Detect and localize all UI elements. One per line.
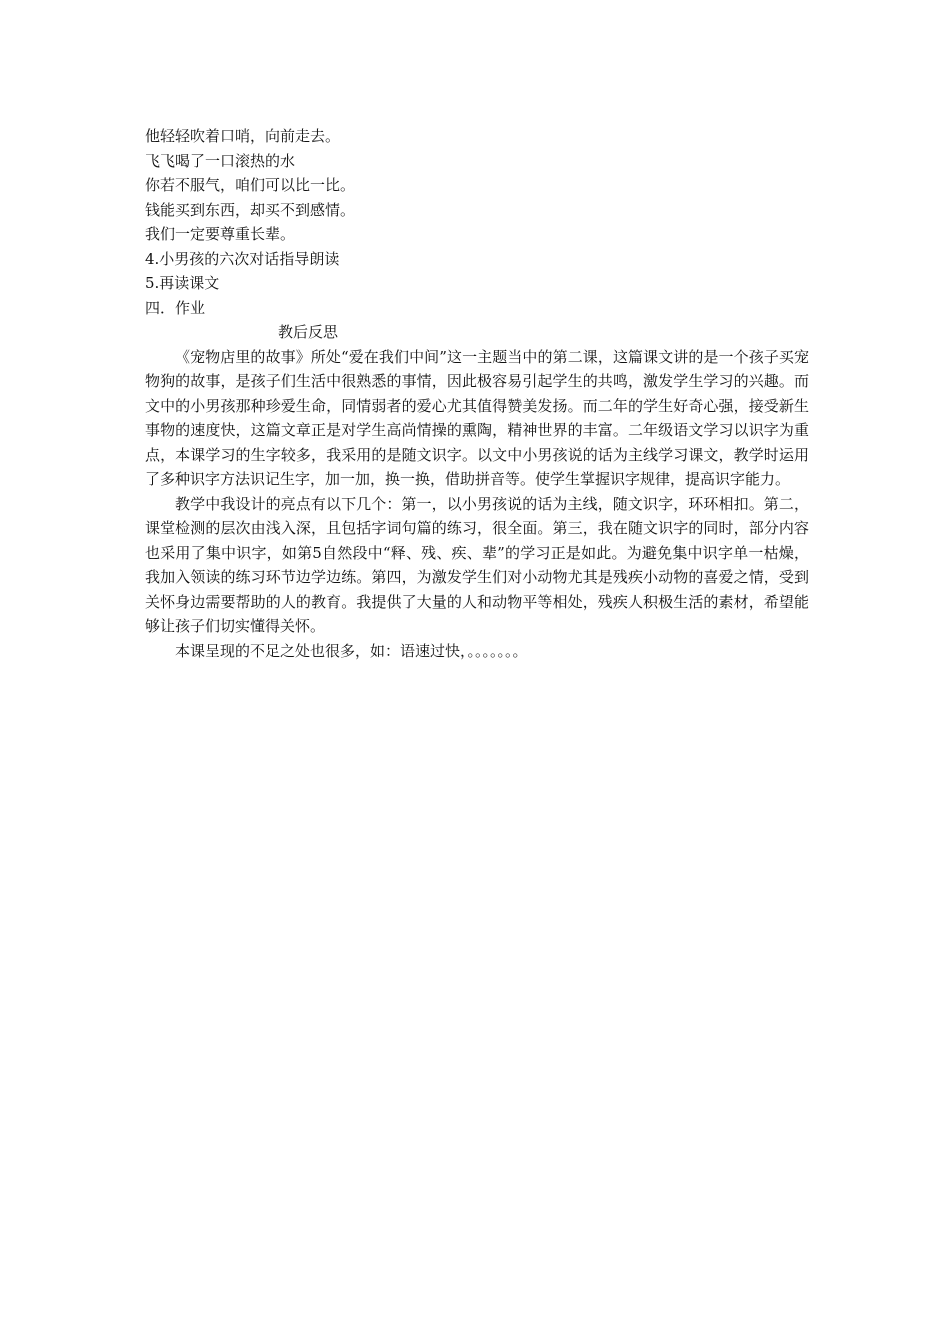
step-item: 5.再读课文 [145,274,220,292]
step-item: 4.小男孩的六次对话指导朗读 [145,249,340,268]
document-body [145,124,809,663]
text-line: 你若不服气，咱们可以比一比。 [145,176,356,194]
text-line: 飞飞喝了一口滚热的水 [145,151,296,170]
reflection-paragraph: 教学中我设计的亮点有以下几个：第一，以小男孩说的话为主线，随文识字，环环相扣。第二，课堂检测的层次由浅入深，且包括字词句篇的练习，很全面。第三，我在随文识字的同时，部分内容也采用了集中识字，如第5自然段中“释、残、疾、辈”的学习正是如此。为避免集中识字单一枯燥，我加入领读的练习环节边学边练。第四，为激发学生们对小动物尤其是残疾小动物的喜爱之情，受到关怀身边需要帮助的人的教育。我提供了大量的人和动物平等相处，残疾人积极生活的素材，希望能够让孩子们切实懂得关怀。 [145,494,809,635]
reflection-paragraph: 《宠物店里的故事》所处“爱在我们中间”这一主题当中的第二课，这篇课文讲的是一个孩子买宠物狗的故事，是孩子们生活中很熟悉的事情，因此极容易引起学生的共鸣，激发学生学习的兴趣。而文中的小男孩那种珍爱生命，同情弱者的爱心尤其值得赞美发扬。而二年的学生好奇心强，接受新生事物的速度快，这篇文章正是对学生高尚情操的熏陶，精神世界的丰富。二年级语文学习以识字为重点，本课学习的生字较多，我采用的是随文识字。以文中小男孩说的话为主线学习课文，教学时运用了多种识字方法识记生字，加一加，换一换，借助拼音等。使学生掌握识字规律，提高识字能力。 [145,347,809,488]
section-heading-homework: 四．作业 [145,298,206,317]
reflection-paragraph: 本课呈现的不足之处也很多，如：语速过快，。。。。。。。 [175,641,528,660]
reflection-title: 教后反思 [278,323,339,341]
text-line: 我们一定要尊重长辈。 [145,225,296,243]
text-line: 钱能买到东西，却买不到感情。 [145,200,356,219]
text-line: 他轻轻吹着口哨，向前走去。 [145,127,341,145]
